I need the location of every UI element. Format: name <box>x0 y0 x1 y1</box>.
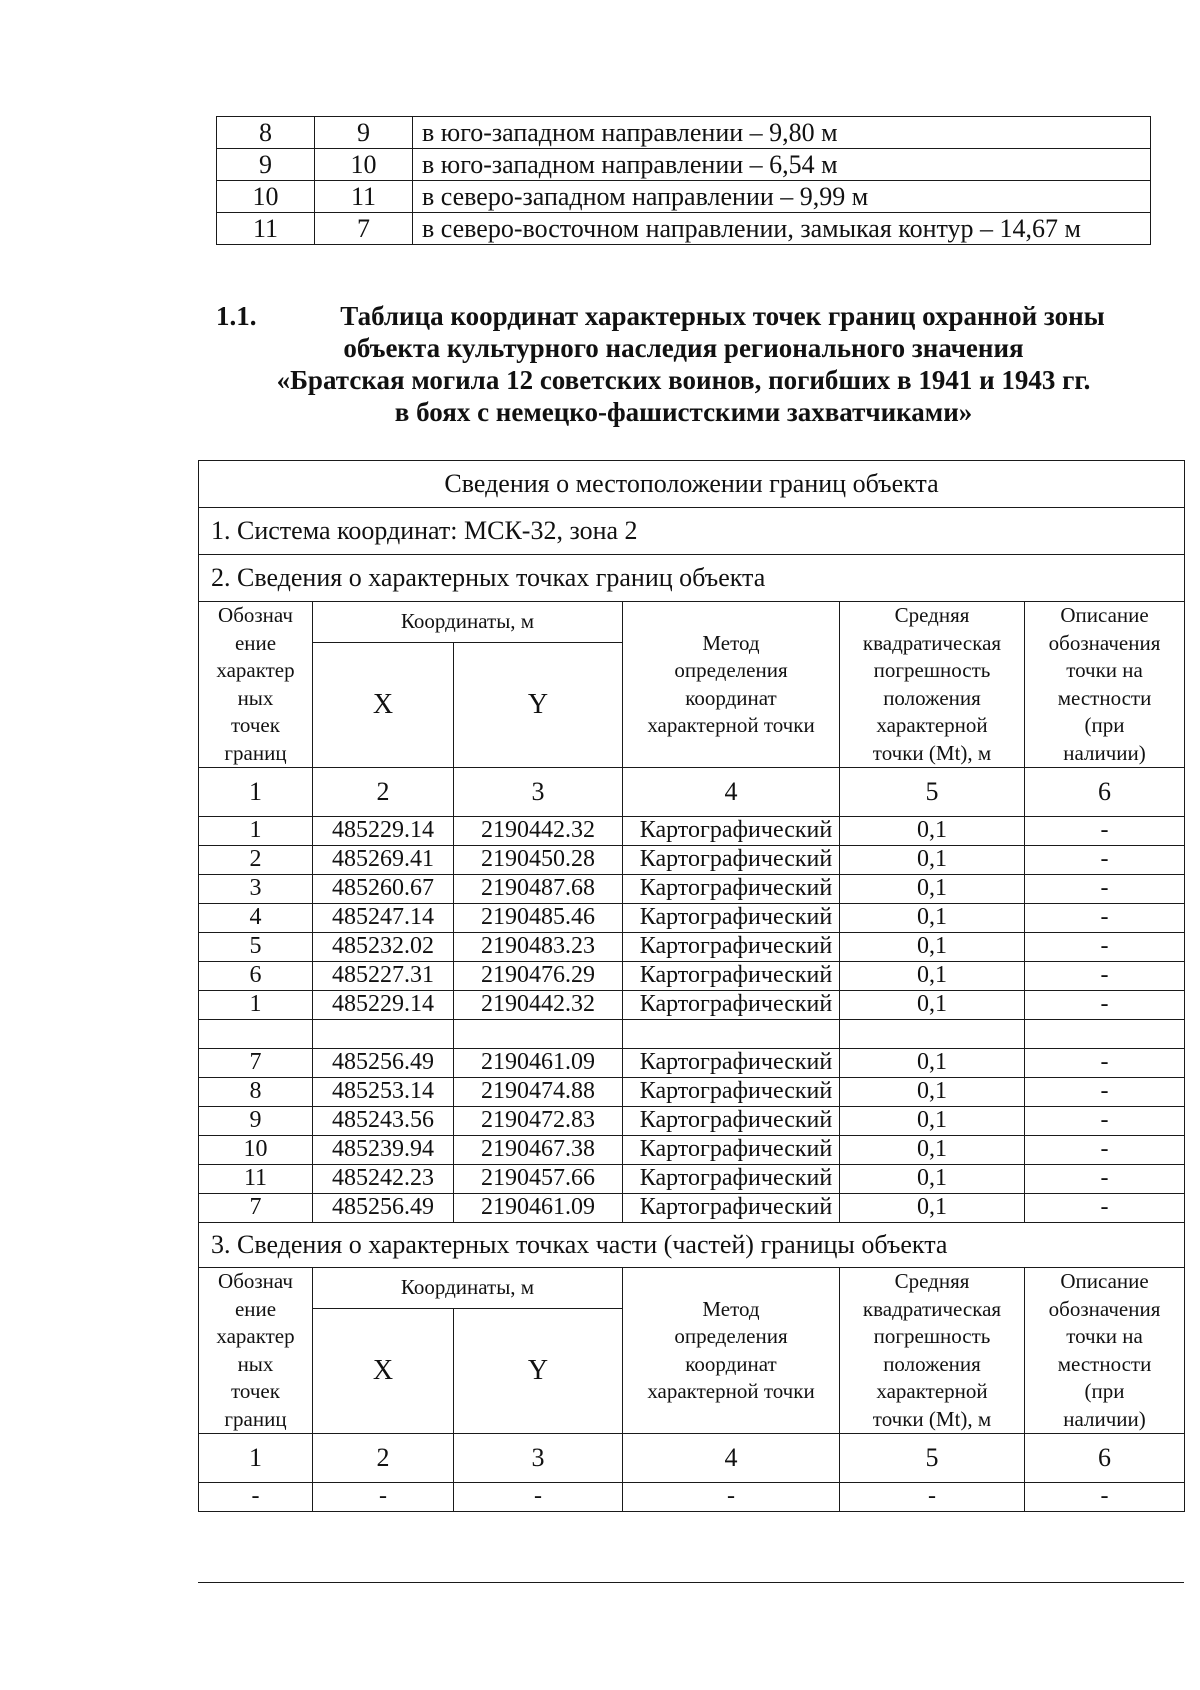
header-line: Обознач <box>218 603 293 627</box>
table-row <box>199 875 1185 904</box>
section-3-header-row <box>199 1268 1185 1309</box>
header-line: Средняя <box>894 1269 970 1293</box>
point-number-cell: 10 <box>199 1136 313 1165</box>
column-number-cell: 5 <box>840 1434 1025 1483</box>
column-number-cell: 6 <box>1025 768 1185 817</box>
header-line: характерной точки <box>647 1379 815 1403</box>
header-line: местности <box>1057 685 1152 710</box>
header-line: границ <box>224 1406 287 1431</box>
header-line: (при <box>1084 713 1125 737</box>
header-line: обозначения <box>1048 1296 1161 1321</box>
x-coordinate-cell: 485232.02 <box>313 933 454 962</box>
x-coordinate-cell: 485260.67 <box>313 875 454 904</box>
point-number-cell: 9 <box>199 1107 313 1136</box>
x-coordinate-cell: 485247.14 <box>313 904 454 933</box>
header-line: обозначения <box>1048 630 1161 655</box>
table-row <box>199 1165 1185 1194</box>
heading-line-4: в боях с немецко-фашистскими захватчиками» <box>394 397 973 427</box>
coordinate-system: 1. Система координат: МСК-32, зона 2 <box>199 508 1185 555</box>
section-heading <box>216 300 1151 428</box>
section-2-header-row <box>199 602 1185 643</box>
accuracy-cell: 0,1 <box>840 904 1025 933</box>
x-coordinate-cell: 485256.49 <box>313 1049 454 1078</box>
header-line: квадратическая <box>862 1296 1002 1321</box>
header-line: характерной точки <box>647 713 815 737</box>
header-line: координат <box>685 685 777 710</box>
header-line: наличии) <box>1063 1406 1146 1431</box>
y-coordinate-cell: - <box>454 1483 623 1512</box>
top-table-row <box>217 149 1151 181</box>
point-number-cell: 11 <box>199 1165 313 1194</box>
header-line: наличии) <box>1063 740 1146 765</box>
column-number-cell: 5 <box>840 768 1025 817</box>
heading-line-3: «Братская могила 12 советских воинов, погибших в 1941 и 1943 гг. <box>276 365 1091 395</box>
header-line: погрешность <box>873 1324 991 1348</box>
method-cell: Картографический <box>623 817 840 846</box>
accuracy-cell: 0,1 <box>840 1078 1025 1107</box>
y-coordinate-cell: 2190483.23 <box>454 933 623 962</box>
method-cell: Картографический <box>623 1136 840 1165</box>
description-cell: - <box>1025 933 1185 962</box>
header-line: Обознач <box>218 1269 293 1293</box>
method-cell: Картографический <box>623 875 840 904</box>
top-table-row <box>217 181 1151 213</box>
table-row <box>199 1136 1185 1165</box>
y-header: Y <box>454 642 623 767</box>
description-cell: - <box>1025 1165 1185 1194</box>
section-2-title-row <box>199 555 1185 602</box>
direction-cell: в юго-западном направлении – 9,80 м <box>413 117 1151 149</box>
description-cell: - <box>1025 1078 1185 1107</box>
table-row <box>199 933 1185 962</box>
description-cell: - <box>1025 1107 1185 1136</box>
designation-header <box>199 602 313 768</box>
accuracy-cell: 0,1 <box>840 817 1025 846</box>
heading-number: 1.1. <box>216 301 257 331</box>
point-number-cell: 7 <box>199 1194 313 1223</box>
point-number-cell: 8 <box>199 1078 313 1107</box>
accuracy-cell: 0,1 <box>840 1136 1025 1165</box>
method-cell: Картографический <box>623 1194 840 1223</box>
x-coordinate-cell: 485243.56 <box>313 1107 454 1136</box>
y-header: Y <box>454 1308 623 1433</box>
description-header <box>1025 602 1185 768</box>
table-row <box>199 962 1185 991</box>
method-cell: Картографический <box>623 1107 840 1136</box>
header-line: Описание <box>1060 1269 1149 1293</box>
y-coordinate-cell: 2190474.88 <box>454 1078 623 1107</box>
column-number-cell: 4 <box>623 1434 840 1483</box>
direction-cell: в северо-восточном направлении, замыкая контур – 14,67 м <box>413 213 1151 245</box>
table-row <box>199 1049 1185 1078</box>
accuracy-cell: 0,1 <box>840 846 1025 875</box>
from-point-cell: 9 <box>217 149 315 181</box>
table-title: Сведения о местоположении границ объекта <box>199 461 1185 508</box>
method-cell: Картографический <box>623 933 840 962</box>
method-cell: - <box>623 1483 840 1512</box>
header-line: точек <box>231 713 280 737</box>
coordinates-header: Координаты, м <box>313 1268 623 1309</box>
accuracy-header <box>840 602 1025 768</box>
x-coordinate-cell: 485269.41 <box>313 846 454 875</box>
x-header: X <box>313 642 454 767</box>
header-line: характер <box>216 658 295 682</box>
header-line: погрешность <box>873 658 991 682</box>
x-coordinate-cell: - <box>313 1483 454 1512</box>
accuracy-cell: 0,1 <box>840 991 1025 1020</box>
x-coordinate-cell: 485227.31 <box>313 962 454 991</box>
to-point-cell: 9 <box>315 117 413 149</box>
point-number-cell: 7 <box>199 1049 313 1078</box>
table-row <box>199 1483 1185 1512</box>
header-line: точки (Mt), м <box>872 740 992 765</box>
section-2-title: 2. Сведения о характерных точках границ объекта <box>199 555 1185 602</box>
table-row <box>199 817 1185 846</box>
header-line: точки (Mt), м <box>872 1406 992 1431</box>
column-number-cell: 3 <box>454 768 623 817</box>
description-cell: - <box>1025 1049 1185 1078</box>
method-cell <box>623 1020 840 1049</box>
point-number-cell: 1 <box>199 817 313 846</box>
table-row <box>199 846 1185 875</box>
footer-divider <box>198 1582 1184 1583</box>
point-number-cell: 1 <box>199 991 313 1020</box>
point-number-cell: 4 <box>199 904 313 933</box>
x-coordinate-cell: 485229.14 <box>313 991 454 1020</box>
table-row <box>199 1020 1185 1049</box>
accuracy-cell: 0,1 <box>840 962 1025 991</box>
header-line: Описание <box>1060 603 1149 627</box>
description-cell: - <box>1025 1483 1185 1512</box>
to-point-cell: 11 <box>315 181 413 213</box>
from-point-cell: 11 <box>217 213 315 245</box>
method-header <box>623 602 840 768</box>
y-coordinate-cell: 2190450.28 <box>454 846 623 875</box>
x-coordinate-cell <box>313 1020 454 1049</box>
coordinates-header: Координаты, м <box>313 602 623 643</box>
header-line: (при <box>1084 1379 1125 1403</box>
section-3-column-numbers-row <box>199 1434 1185 1483</box>
header-line: координат <box>685 1351 777 1376</box>
header-line: точки на <box>1066 658 1143 682</box>
column-number-cell: 4 <box>623 768 840 817</box>
description-cell: - <box>1025 991 1185 1020</box>
description-cell <box>1025 1020 1185 1049</box>
header-line: Метод <box>702 630 760 655</box>
header-line: характерной <box>876 1379 988 1403</box>
coordinate-system-row <box>199 508 1185 555</box>
header-line: Метод <box>702 1296 760 1321</box>
section-3-title-row <box>199 1223 1185 1268</box>
y-coordinate-cell <box>454 1020 623 1049</box>
coordinates-table <box>198 460 1185 1512</box>
header-line: положения <box>883 685 981 710</box>
column-number-cell: 2 <box>313 768 454 817</box>
y-coordinate-cell: 2190467.38 <box>454 1136 623 1165</box>
direction-cell: в северо-западном направлении – 9,99 м <box>413 181 1151 213</box>
description-cell: - <box>1025 817 1185 846</box>
to-point-cell: 7 <box>315 213 413 245</box>
header-line: точки на <box>1066 1324 1143 1348</box>
accuracy-header <box>840 1268 1025 1434</box>
description-cell: - <box>1025 846 1185 875</box>
y-coordinate-cell: 2190461.09 <box>454 1194 623 1223</box>
point-number-cell: 5 <box>199 933 313 962</box>
description-cell: - <box>1025 904 1185 933</box>
column-number-cell: 2 <box>313 1434 454 1483</box>
accuracy-cell <box>840 1020 1025 1049</box>
accuracy-cell: 0,1 <box>840 933 1025 962</box>
header-line: определения <box>674 658 788 682</box>
accuracy-cell: - <box>840 1483 1025 1512</box>
header-line: местности <box>1057 1351 1152 1376</box>
accuracy-cell: 0,1 <box>840 1049 1025 1078</box>
method-cell: Картографический <box>623 1049 840 1078</box>
to-point-cell: 10 <box>315 149 413 181</box>
header-line: квадратическая <box>862 630 1002 655</box>
description-header <box>1025 1268 1185 1434</box>
method-header <box>623 1268 840 1434</box>
column-number-cell: 1 <box>199 1434 313 1483</box>
method-cell: Картографический <box>623 904 840 933</box>
column-number-cell: 6 <box>1025 1434 1185 1483</box>
header-line: ных <box>237 685 274 710</box>
method-cell: Картографический <box>623 846 840 875</box>
designation-header <box>199 1268 313 1434</box>
section-3-title: 3. Сведения о характерных точках части (частей) границы объекта <box>199 1223 1185 1268</box>
table-title-row <box>199 461 1185 508</box>
from-point-cell: 8 <box>217 117 315 149</box>
y-coordinate-cell: 2190472.83 <box>454 1107 623 1136</box>
header-line: положения <box>883 1351 981 1376</box>
x-coordinate-cell: 485239.94 <box>313 1136 454 1165</box>
x-coordinate-cell: 485229.14 <box>313 817 454 846</box>
description-cell: - <box>1025 875 1185 904</box>
y-coordinate-cell: 2190442.32 <box>454 991 623 1020</box>
y-coordinate-cell: 2190461.09 <box>454 1049 623 1078</box>
description-cell: - <box>1025 1136 1185 1165</box>
column-number-cell: 3 <box>454 1434 623 1483</box>
section-2-column-numbers-row <box>199 768 1185 817</box>
header-line: определения <box>674 1324 788 1348</box>
column-number-cell: 1 <box>199 768 313 817</box>
heading-line-2: объекта культурного наследия регионального значения <box>343 333 1024 363</box>
accuracy-cell: 0,1 <box>840 1107 1025 1136</box>
header-line: характерной <box>876 713 988 737</box>
accuracy-cell: 0,1 <box>840 1165 1025 1194</box>
y-coordinate-cell: 2190485.46 <box>454 904 623 933</box>
point-number-cell: - <box>199 1483 313 1512</box>
point-number-cell: 3 <box>199 875 313 904</box>
table-row <box>199 1194 1185 1223</box>
table-row <box>199 1107 1185 1136</box>
y-coordinate-cell: 2190487.68 <box>454 875 623 904</box>
method-cell: Картографический <box>623 991 840 1020</box>
table-row <box>199 991 1185 1020</box>
description-cell: - <box>1025 962 1185 991</box>
point-number-cell: 6 <box>199 962 313 991</box>
accuracy-cell: 0,1 <box>840 1194 1025 1223</box>
direction-cell: в юго-западном направлении – 6,54 м <box>413 149 1151 181</box>
x-coordinate-cell: 485253.14 <box>313 1078 454 1107</box>
y-coordinate-cell: 2190476.29 <box>454 962 623 991</box>
y-coordinate-cell: 2190442.32 <box>454 817 623 846</box>
header-line: границ <box>224 740 287 765</box>
top-table-row <box>217 213 1151 245</box>
point-number-cell <box>199 1020 313 1049</box>
header-line: ение <box>234 1296 277 1321</box>
from-point-cell: 10 <box>217 181 315 213</box>
point-number-cell: 2 <box>199 846 313 875</box>
method-cell: Картографический <box>623 1165 840 1194</box>
heading-line-1: Таблица координат характерных точек границ охранной зоны <box>340 301 1105 331</box>
x-header: X <box>313 1308 454 1433</box>
previous-page-table <box>216 116 1151 245</box>
x-coordinate-cell: 485256.49 <box>313 1194 454 1223</box>
top-table-row <box>217 117 1151 149</box>
header-line: точек <box>231 1379 280 1403</box>
y-coordinate-cell: 2190457.66 <box>454 1165 623 1194</box>
accuracy-cell: 0,1 <box>840 875 1025 904</box>
header-line: Средняя <box>894 603 970 627</box>
header-line: характер <box>216 1324 295 1348</box>
header-line: ных <box>237 1351 274 1376</box>
table-row <box>199 904 1185 933</box>
x-coordinate-cell: 485242.23 <box>313 1165 454 1194</box>
description-cell: - <box>1025 1194 1185 1223</box>
header-line: ение <box>234 630 277 655</box>
method-cell: Картографический <box>623 1078 840 1107</box>
table-row <box>199 1078 1185 1107</box>
method-cell: Картографический <box>623 962 840 991</box>
